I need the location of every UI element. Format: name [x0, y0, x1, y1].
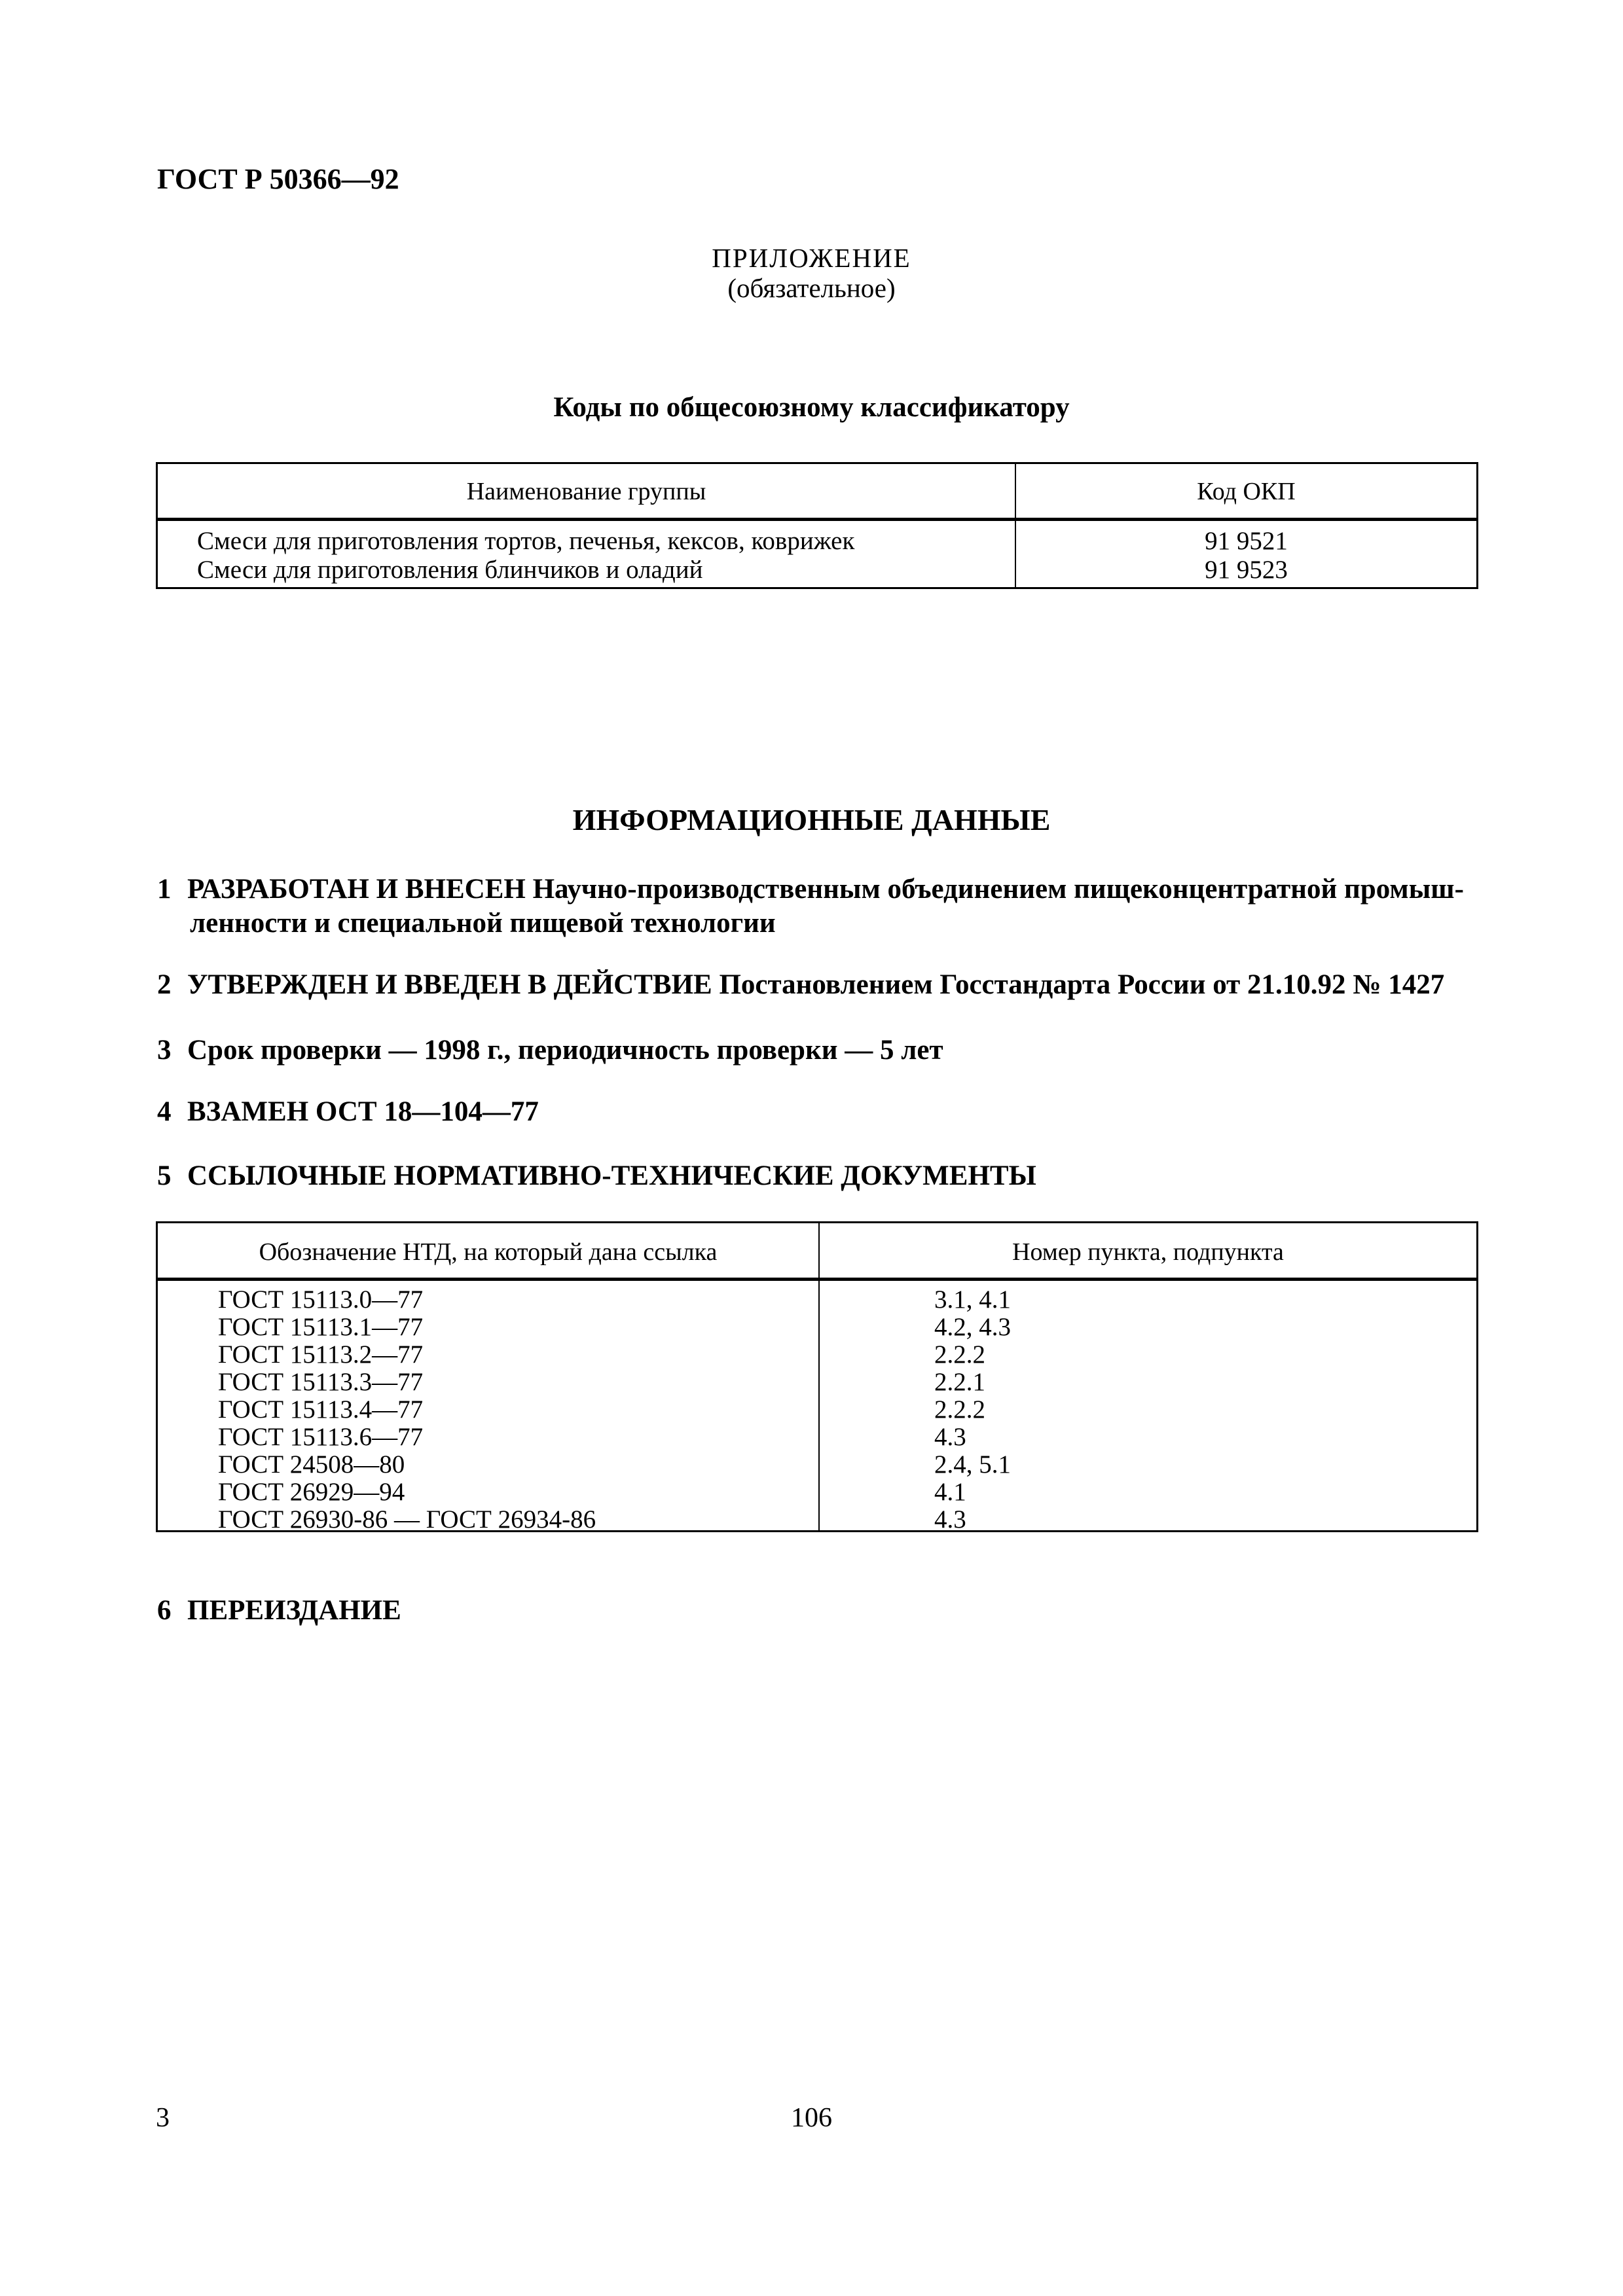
column-header-okp-code: Код ОКП — [1197, 478, 1296, 505]
table-cell-document: ГОСТ 15113.2—77 — [218, 1340, 424, 1369]
table-cell-clause: 2.2.1 — [934, 1368, 985, 1396]
table-header-divider — [158, 518, 1476, 521]
table-cell-document: ГОСТ 26930-86 — ГОСТ 26934-86 — [218, 1505, 596, 1534]
table-cell-clause: 4.2, 4.3 — [934, 1313, 1011, 1341]
table-cell-document: ГОСТ 15113.6—77 — [218, 1423, 424, 1451]
info-item-number: 3 — [157, 1035, 172, 1066]
table-cell-document: ГОСТ 15113.3—77 — [218, 1368, 424, 1396]
table-cell-clause: 2.4, 5.1 — [934, 1450, 1011, 1479]
table-cell-document: ГОСТ 15113.0—77 — [218, 1285, 424, 1314]
info-item-number: 4 — [157, 1096, 172, 1127]
references-clause-column — [934, 1286, 1011, 1534]
info-item-number: 1 — [157, 874, 172, 905]
info-item-number: 6 — [157, 1595, 172, 1626]
info-item — [157, 1033, 1480, 1068]
info-item-text: ССЫЛОЧНЫЕ НОРМАТИВНО-ТЕХНИЧЕСКИЕ ДОКУМЕНТЫ — [187, 1160, 1036, 1191]
column-header-document: Обозначение НТД, на который дана ссылка — [259, 1238, 718, 1266]
table-cell-clause: 4.3 — [934, 1423, 966, 1451]
table-cell-okp-code: 91 9523 — [1205, 556, 1288, 584]
info-item-text: УТВЕРЖДЕН И ВВЕДЕН В ДЕЙСТВИЕ Постановлением Госстандарта России от 21.10.92 № 1427 — [187, 969, 1445, 1000]
table-cell-clause: 2.2.2 — [934, 1340, 985, 1369]
table-cell-clause: 4.3 — [934, 1505, 966, 1534]
page-counter: 106 — [791, 2103, 832, 2133]
info-item — [157, 1158, 1480, 1194]
document-id: ГОСТ Р 50366—92 — [157, 163, 399, 195]
table-cell-document: ГОСТ 15113.4—77 — [218, 1395, 424, 1424]
appendix-title: ПРИЛОЖЕНИЕ — [712, 243, 911, 273]
info-item — [157, 1094, 1480, 1130]
info-item-text: РАЗРАБОТАН И ВНЕСЕН Научно-производственным объединением пищеконцентратной промыш- — [187, 874, 1464, 905]
table-cell-clause: 2.2.2 — [934, 1395, 985, 1424]
appendix-note: (обязательное) — [727, 273, 896, 303]
info-item — [157, 967, 1480, 1003]
table-cell-document: ГОСТ 15113.1—77 — [218, 1313, 424, 1341]
table-cell-group-name: Смеси для приготовления блинчиков и оладий — [197, 556, 703, 584]
codes-table-title: Коды по общесоюзному классификатору — [553, 392, 1070, 423]
table-cell-document: ГОСТ 24508—80 — [218, 1450, 405, 1479]
table-cell-clause: 4.1 — [934, 1478, 966, 1506]
column-header-group-name: Наименование группы — [466, 478, 706, 505]
table-column-divider — [818, 1223, 820, 1530]
info-item — [157, 872, 1480, 907]
info-section-title: ИНФОРМАЦИОННЫЕ ДАННЫЕ — [572, 803, 1051, 836]
info-item-number: 5 — [157, 1160, 172, 1191]
info-item-text: ПЕРЕИЗДАНИЕ — [187, 1595, 401, 1626]
info-item-continuation: ленности и специальной пищевой технологии — [190, 908, 776, 939]
page-number: 3 — [156, 2103, 170, 2133]
table-cell-group-name: Смеси для приготовления тортов, печенья, кексов, коврижек — [197, 527, 855, 555]
info-item-number: 2 — [157, 969, 172, 1000]
table-cell-clause: 3.1, 4.1 — [934, 1285, 1011, 1314]
info-item-text: ВЗАМЕН ОСТ 18—104—77 — [187, 1096, 539, 1127]
info-item-text: Срок проверки — 1998 г., периодичность проверки — 5 лет — [187, 1035, 943, 1066]
column-header-clause: Номер пункта, подпункта — [1012, 1238, 1284, 1266]
codes-table — [156, 462, 1478, 589]
info-item — [157, 1593, 1480, 1628]
references-document-column — [218, 1286, 596, 1534]
table-cell-document: ГОСТ 26929—94 — [218, 1478, 405, 1506]
references-table — [156, 1221, 1478, 1532]
table-cell-okp-code: 91 9521 — [1205, 527, 1288, 555]
table-header-divider — [158, 1278, 1476, 1281]
